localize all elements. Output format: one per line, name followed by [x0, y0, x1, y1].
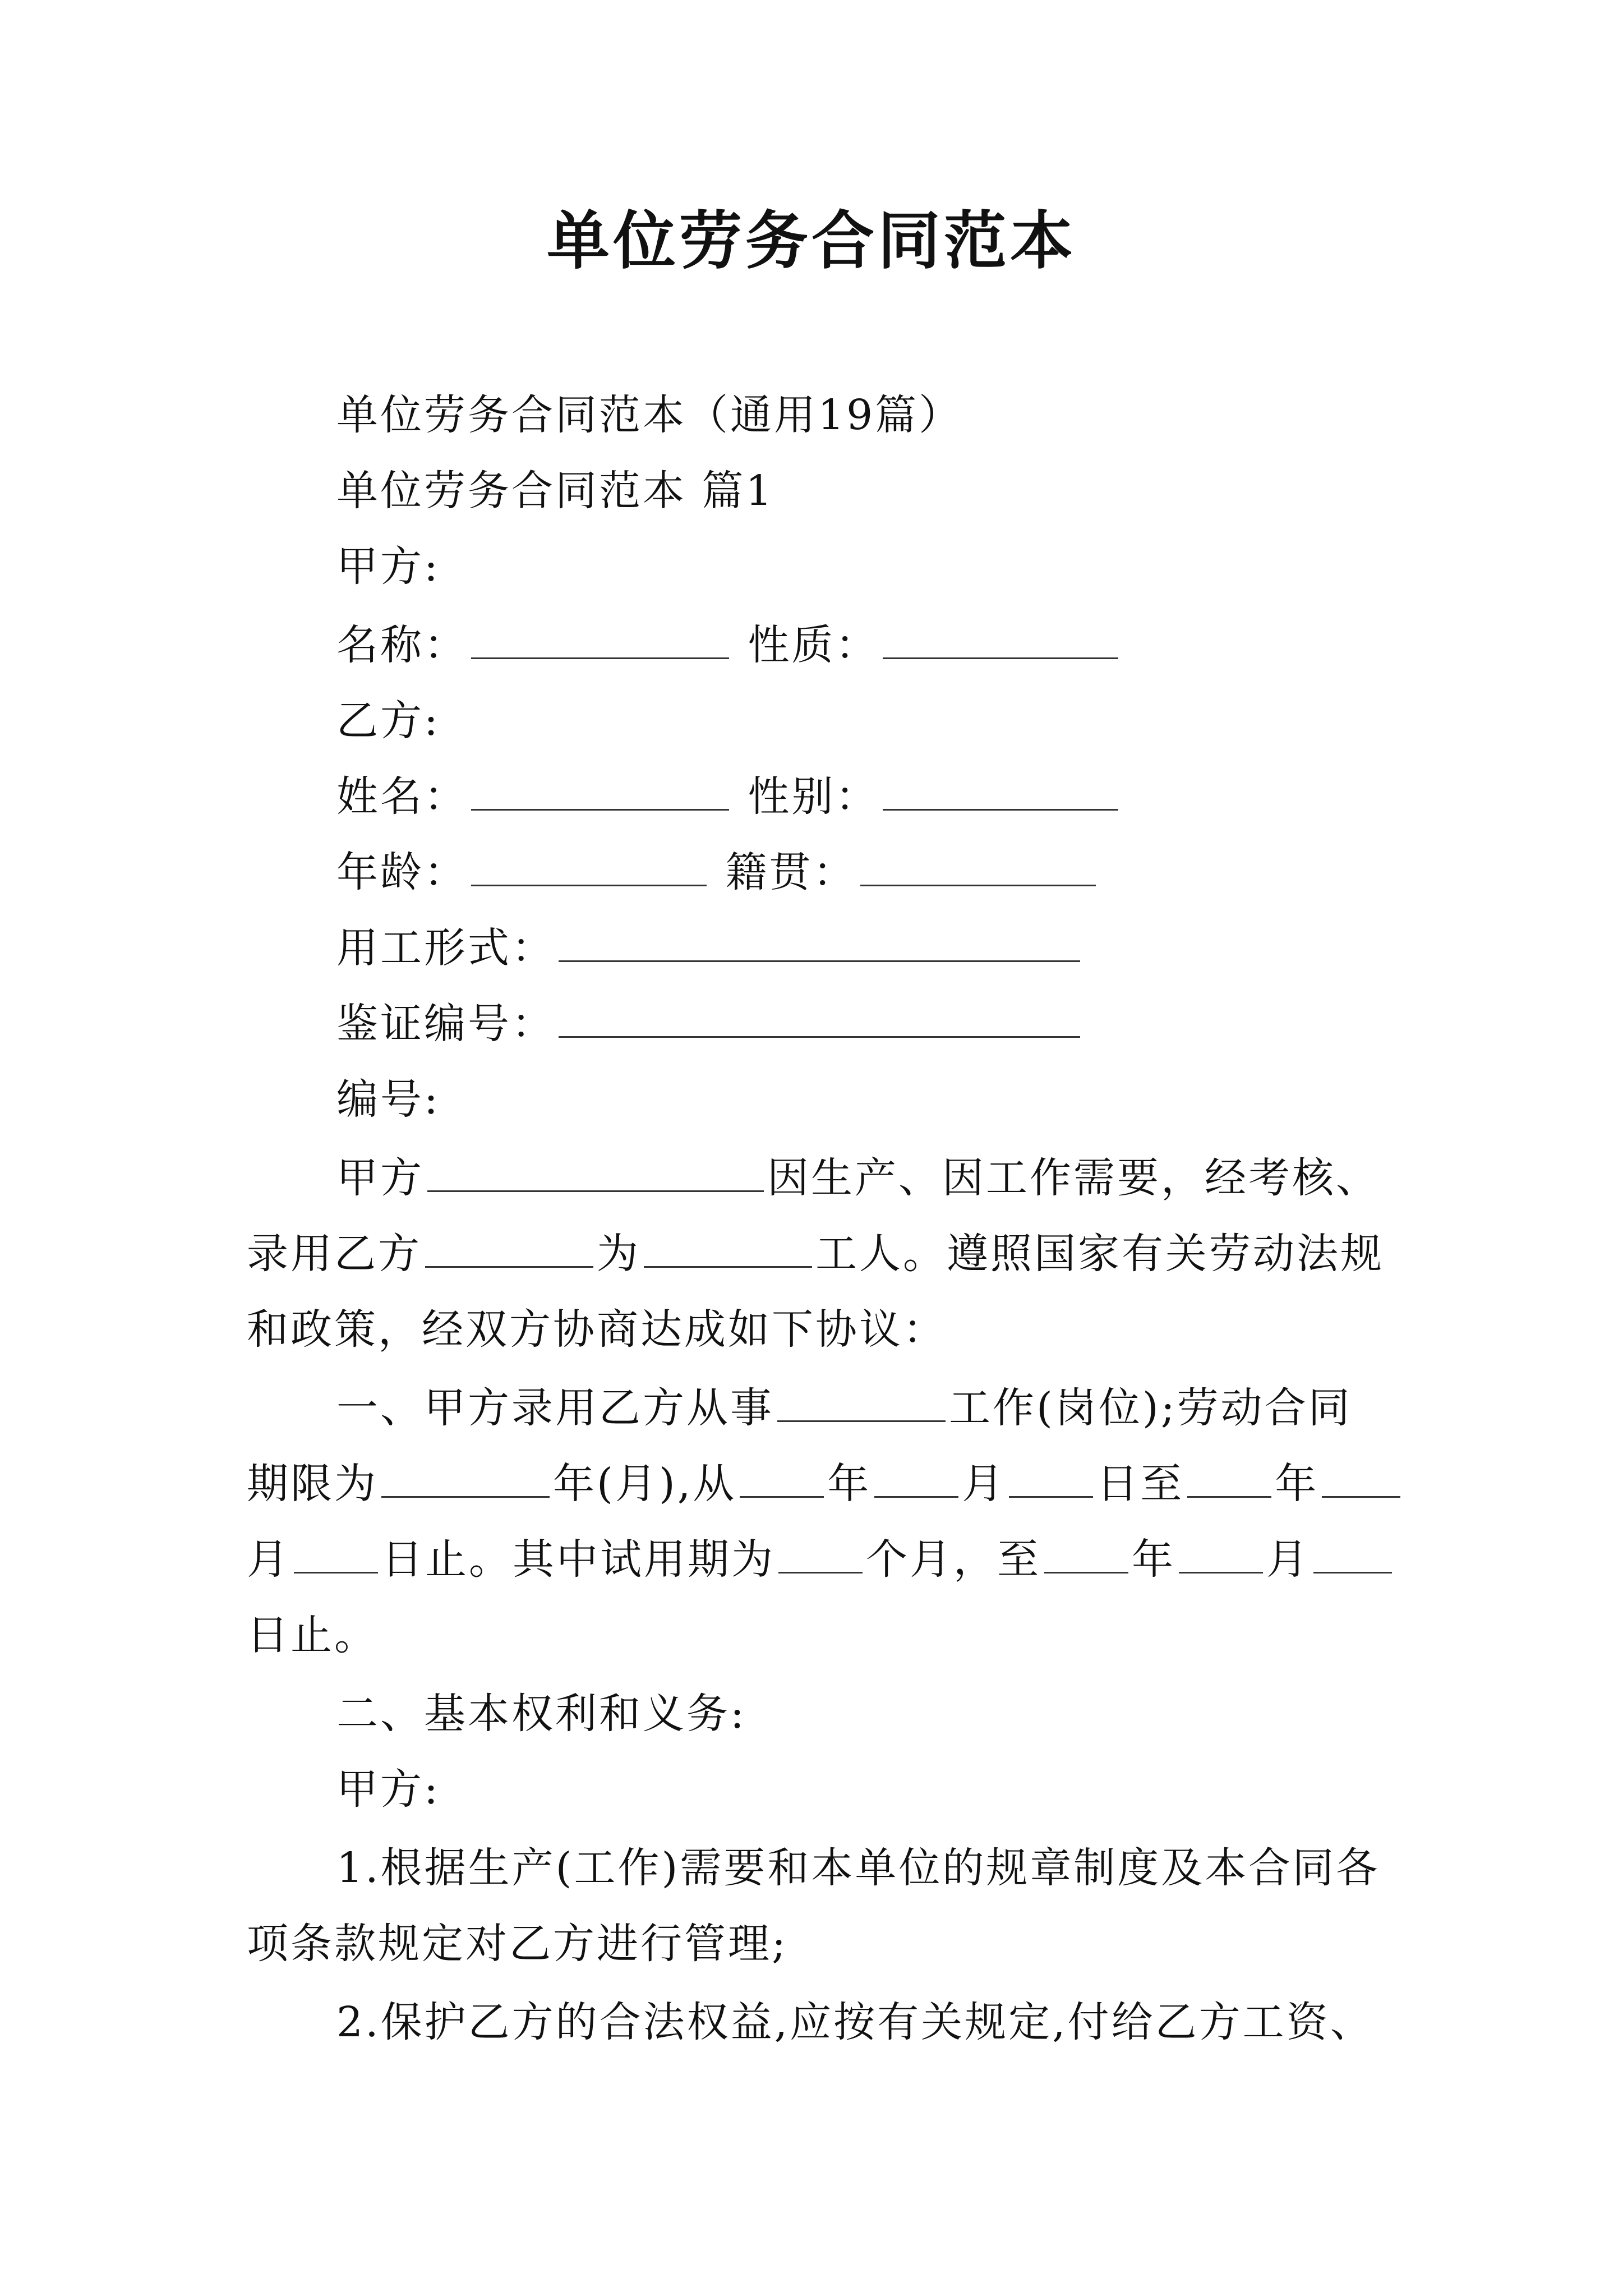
para2-text: 月: [1266, 1535, 1310, 1584]
name-gender-row: [336, 763, 1122, 830]
employer-blank[interactable]: [427, 1156, 764, 1192]
para2-text: 月: [247, 1535, 291, 1584]
para1-text: 因生产、因工作需要，经考核、: [767, 1154, 1380, 1202]
para1-line1: [336, 1144, 1380, 1212]
age-hometown-row: [336, 839, 1099, 906]
number-label: 编号:: [336, 1075, 440, 1124]
age-blank[interactable]: [471, 850, 707, 886]
para1-line2: [247, 1220, 1384, 1287]
probation-blank[interactable]: [778, 1537, 863, 1573]
para1-text: 为: [597, 1230, 640, 1278]
job-blank[interactable]: [777, 1386, 946, 1422]
gender-blank[interactable]: [883, 774, 1118, 811]
employee-blank[interactable]: [425, 1231, 593, 1268]
start-month-blank[interactable]: [874, 1461, 958, 1498]
worker-type-blank[interactable]: [644, 1231, 812, 1268]
hometown-blank[interactable]: [860, 850, 1096, 886]
start-day-blank[interactable]: [1009, 1461, 1093, 1498]
cert-no-row: [336, 990, 1083, 1057]
end-month-blank-a[interactable]: [1322, 1461, 1400, 1498]
para2-line1: [336, 1374, 1352, 1442]
para2-text: 年: [1132, 1535, 1175, 1584]
clause2-heading: 二、基本权利和义务:: [336, 1690, 746, 1738]
start-year-blank[interactable]: [740, 1461, 824, 1498]
probation-month-blank[interactable]: [1179, 1537, 1263, 1573]
probation-year-blank[interactable]: [1044, 1537, 1128, 1573]
para1-text: 甲方: [336, 1154, 424, 1202]
end-year-blank[interactable]: [1187, 1461, 1271, 1498]
para2-text: 工作(岗位);劳动合同: [949, 1384, 1352, 1432]
person-name-label: 姓名：: [336, 772, 468, 821]
nature-label: 性质：: [748, 621, 879, 669]
para2-line3: [247, 1526, 1395, 1593]
para2-text: 期限为: [247, 1460, 378, 1508]
para2-line4: 日止。: [247, 1611, 378, 1659]
nature-blank[interactable]: [883, 623, 1118, 659]
gender-label: 性别：: [748, 772, 879, 821]
para2-text: 日至: [1096, 1460, 1184, 1508]
para1-line3: 和政策，经双方协商达成如下协议：: [247, 1305, 947, 1354]
employment-form-row: [336, 914, 1083, 982]
party-b-label: 乙方:: [336, 697, 440, 745]
cert-no-blank[interactable]: [559, 1001, 1080, 1038]
end-day-blank[interactable]: [294, 1537, 378, 1573]
party-a-label: 甲方:: [336, 542, 440, 591]
name-nature-row: [336, 611, 1122, 679]
para2-text: 一、甲方录用乙方从事: [336, 1384, 774, 1432]
para2-text: 年: [827, 1460, 872, 1508]
para1-text: 工人。遵照国家有关劳动法规: [815, 1230, 1384, 1278]
employment-form-label: 用工形式：: [336, 924, 555, 972]
age-label: 年龄：: [336, 848, 468, 896]
para2-line2: [247, 1450, 1404, 1517]
name-blank[interactable]: [471, 623, 729, 659]
party-a-label-2: 甲方:: [336, 1765, 440, 1814]
employment-form-blank[interactable]: [559, 926, 1080, 962]
hometown-label: 籍贯：: [725, 848, 857, 896]
term-blank[interactable]: [381, 1461, 550, 1498]
section-heading: 单位劳务合同范本 篇1: [336, 467, 774, 515]
cert-no-label: 鉴证编号：: [336, 1000, 555, 1048]
para2-text: 月: [962, 1460, 1006, 1508]
para2-text: 年(月),从: [553, 1460, 737, 1508]
para2-text: 个月，至: [866, 1535, 1041, 1584]
person-name-blank[interactable]: [471, 774, 729, 811]
subtitle: 单位劳务合同范本（通用19篇）: [336, 391, 963, 439]
document-title: 单位劳务合同范本: [547, 204, 1076, 278]
para2-text: 年: [1275, 1460, 1319, 1508]
item1-line1: 1.根据生产(工作)需要和本单位的规章制度及本合同各: [336, 1844, 1380, 1892]
item2-line1: 2.保护乙方的合法权益,应按有关规定,付给乙方工资、: [336, 1998, 1374, 2046]
para2-text: 日止。其中试用期为: [381, 1535, 775, 1584]
para1-text: 录用乙方: [247, 1230, 422, 1278]
probation-day-blank[interactable]: [1313, 1537, 1392, 1573]
name-label: 名称：: [336, 621, 468, 669]
item1-line2: 项条款规定对乙方进行管理;: [247, 1920, 788, 1968]
